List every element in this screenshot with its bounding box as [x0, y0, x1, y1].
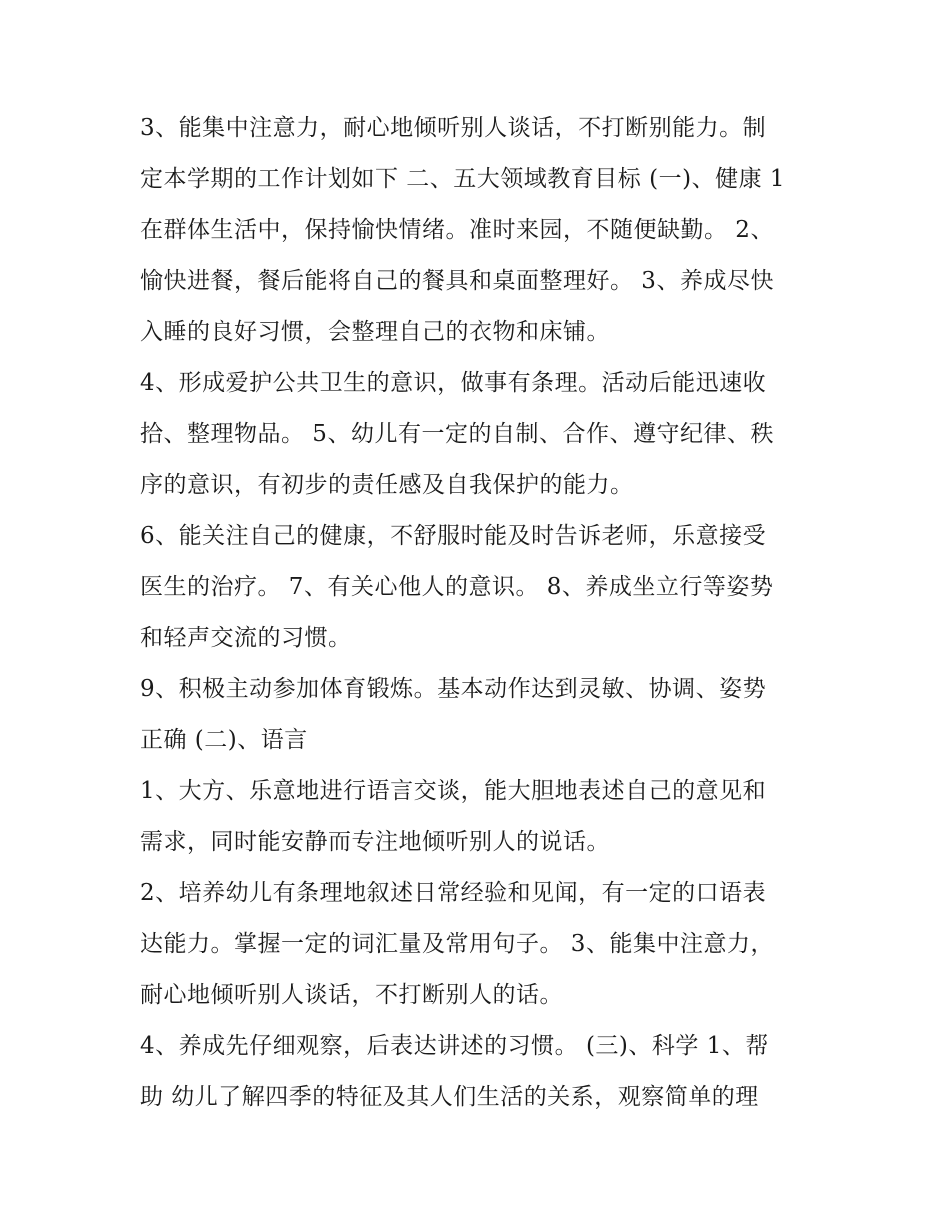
paragraph-5: 1、大方、乐意地进行语言交谈，能大胆地表述自己的意见和 需求，同时能安静而专注地倾听别人的说话。 [140, 778, 767, 855]
document-page [140, 103, 820, 1123]
paragraph-1: 3、能集中注意力，耐心地倾听别人谈话，不打断别能力。制 定本学期的工作计划如下 二、五大领域教育目标 (一)、健康 1 在群体生活中，保持愉快情绪。准时来园，不随便缺勤。 2、 愉快进餐，餐后能将自己的餐具和桌面整理好。 3、养成尽快 入睡的良好习惯，会整理自己的衣物和床铺。 [140, 115, 786, 345]
paragraph-2: 4、形成爱护公共卫生的意识，做事有条理。活动后能迅速收 拾、整理物品。 5、幼儿有一定的自制、合作、遵守纪律、秩 序的意识，有初步的责任感及自我保护的能力。 [140, 370, 774, 498]
paragraph-7: 4、养成先仔细观察，后表达讲述的习惯。 (三)、科学 1、帮 助 幼儿了解四季的特征及其人们生活的关系，观察简单的理 [140, 1033, 769, 1110]
paragraph-3: 6、能关注自己的健康，不舒服时能及时告诉老师，乐意接受 医生的治疗。 7、有关心他人的意识。 8、养成坐立行等姿势 和轻声交流的习惯。 [140, 523, 774, 651]
paragraph-6: 2、培养幼儿有条理地叙述日常经验和见闻，有一定的口语表 达能力。掌握一定的词汇量及常用句子。 3、能集中注意力， 耐心地倾听别人谈话，不打断别人的话。 [140, 880, 774, 1008]
paragraph-4: 9、积极主动参加体育锻炼。基本动作达到灵敏、协调、姿势 正确 (二)、语言 [140, 676, 767, 753]
